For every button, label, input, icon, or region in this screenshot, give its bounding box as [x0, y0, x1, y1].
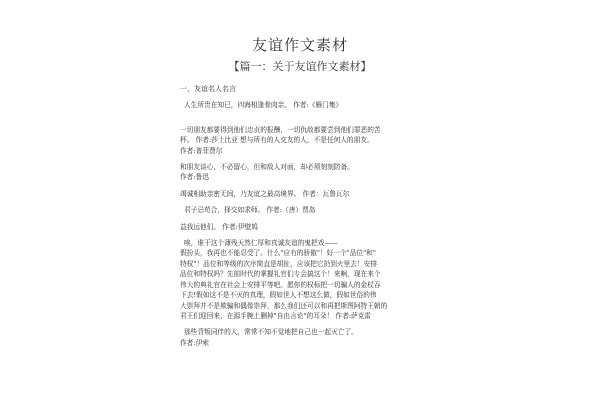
quote-line: 人生所贵在知已，四海相逢骨肉亲。 作者:《雁门集》: [184, 101, 343, 110]
section-heading: 一、友谊名人名言: [180, 85, 236, 93]
quote-line: 杯。 作者:莎士比亚 想与所有的人交友的人，不是任何人的朋友。: [180, 136, 374, 145]
quote-line: 作者:伊索: [180, 338, 210, 347]
quote-line: 假扮头，我再也不能忍受了。什么"应有的骄傲"！好一个"品位"和": [180, 249, 376, 258]
quote-line: 那些背叛同伴的人，常常不知不觉地把自己也一起灭亡了。: [184, 328, 358, 337]
quote-line: 伟大的典礼官在社会上安排平等吧。愿你的权标把一切骗人的金杖吞: [180, 280, 381, 289]
quote-line: 益我远他们。 作者:伊壁鸠: [180, 222, 258, 231]
quote-line: 君王们迎回来，在源手腕上删掉"自由言论"的耳朵！ 作者:萨克雷: [180, 311, 372, 320]
quote-line: 竭诚相助亲密无间，乃友谊之最高境界。 作者：瓦鲁瓦尔: [180, 189, 350, 198]
quote-line: 君子忌苟合，择交如求师。 作者:（唐）贾岛: [184, 206, 316, 215]
quote-line: 唉，谁干这个薄残天然仁厚和真诚友谊的鬼把戏——: [184, 239, 338, 248]
quote-line: 作者:鲁迅: [180, 173, 210, 182]
section-subtitle: 【篇一：关于友谊作文素材】: [228, 60, 372, 73]
quote-line: 大崇拜并不是欺骗和偶像崇拜，那么我们还可以和再把斯图阿特王朝的: [180, 301, 388, 310]
document-body: [180, 84, 455, 348]
quote-line: 下去!假如这不是不灭的真理，假如世人不想这么做，假如世俗的伟: [180, 291, 377, 300]
quote-line: 作者:普菲费尔: [180, 146, 223, 155]
quote-line: 和朋友谈心，不必留心，但和敌人对面，却必须刻刻防备。: [180, 163, 354, 172]
quote-line: 品位和特权吗？先前时代的掌握礼官们专会搞这个！来啊，现在来个: [180, 270, 381, 279]
quote-line: 一切朋友都要得到他们忠贞的报酬，一切仇敌都要尝到他们罪恶的苦: [180, 125, 381, 134]
quote-line: 特权"！品位和等级的次序简直是胡扯，应该把它扔到火里去！安排: [180, 259, 378, 268]
page-title: 友谊作文素材: [251, 36, 348, 54]
